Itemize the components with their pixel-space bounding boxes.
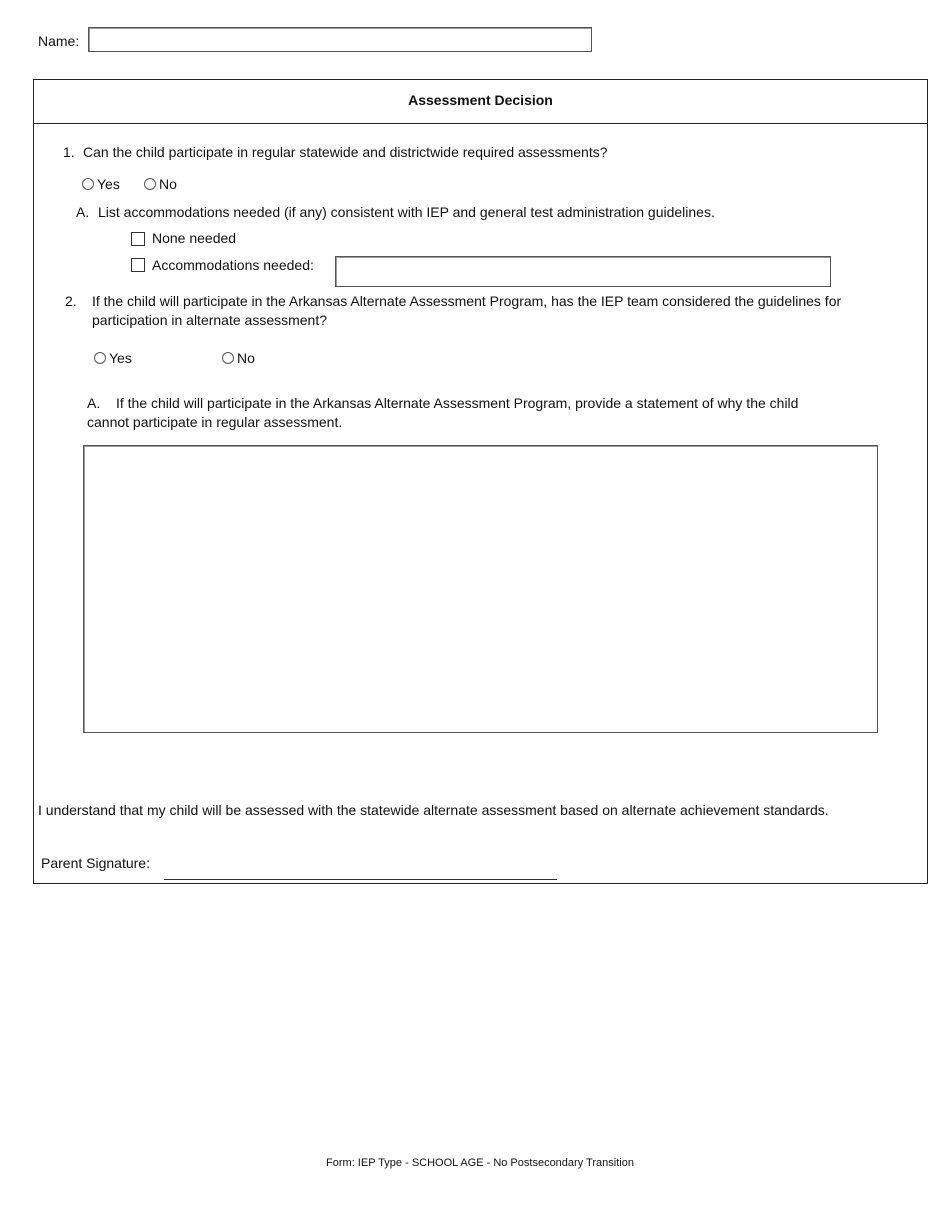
- q1-no-radio[interactable]: [144, 178, 156, 190]
- accommodations-input[interactable]: [335, 256, 831, 287]
- q1a-text: List accommodations needed (if any) consistent with IEP and general test administration guidelines.: [98, 204, 715, 220]
- header-divider: [33, 123, 928, 124]
- q1-number: 1.: [63, 144, 75, 160]
- q2-yes-radio[interactable]: [94, 352, 106, 364]
- statement-textarea[interactable]: [83, 445, 878, 733]
- q1-text: Can the child participate in regular statewide and districtwide required assessments?: [83, 144, 608, 160]
- q2a-letter: A.: [87, 395, 101, 411]
- q1a-letter: A.: [76, 204, 90, 220]
- section-title: Assessment Decision: [408, 92, 553, 108]
- q2a-text-line2: cannot participate in regular assessment.: [87, 414, 343, 430]
- q1-no-label: No: [159, 176, 177, 192]
- name-input[interactable]: [88, 27, 592, 52]
- q1-yes-radio[interactable]: [82, 178, 94, 190]
- understand-statement: I understand that my child will be assessed with the statewide alternate assessment based on alternate achievement standards.: [38, 802, 829, 818]
- form-footer: Form: IEP Type - SCHOOL AGE - No Postsecondary Transition: [326, 1157, 634, 1169]
- q1-yes-label: Yes: [97, 176, 120, 192]
- q2-no-label: No: [237, 350, 255, 366]
- q2-yes-label: Yes: [109, 350, 132, 366]
- none-needed-checkbox[interactable]: [131, 232, 145, 246]
- signature-line[interactable]: [164, 879, 557, 880]
- none-needed-label: None needed: [152, 230, 237, 246]
- q2-text-line2: participation in alternate assessment?: [92, 312, 328, 328]
- q2-number: 2.: [65, 293, 77, 309]
- name-label: Name:: [38, 33, 80, 49]
- accommodations-label: Accommodations needed:: [152, 257, 314, 273]
- q2-text-line1: If the child will participate in the Arkansas Alternate Assessment Program, has the IEP team considered the guidelines for: [92, 293, 842, 309]
- q2-no-radio[interactable]: [222, 352, 234, 364]
- accommodations-checkbox[interactable]: [131, 258, 145, 272]
- q2a-text-line1: If the child will participate in the Arkansas Alternate Assessment Program, provide a statement of why the child: [116, 395, 799, 411]
- signature-label: Parent Signature:: [41, 855, 150, 871]
